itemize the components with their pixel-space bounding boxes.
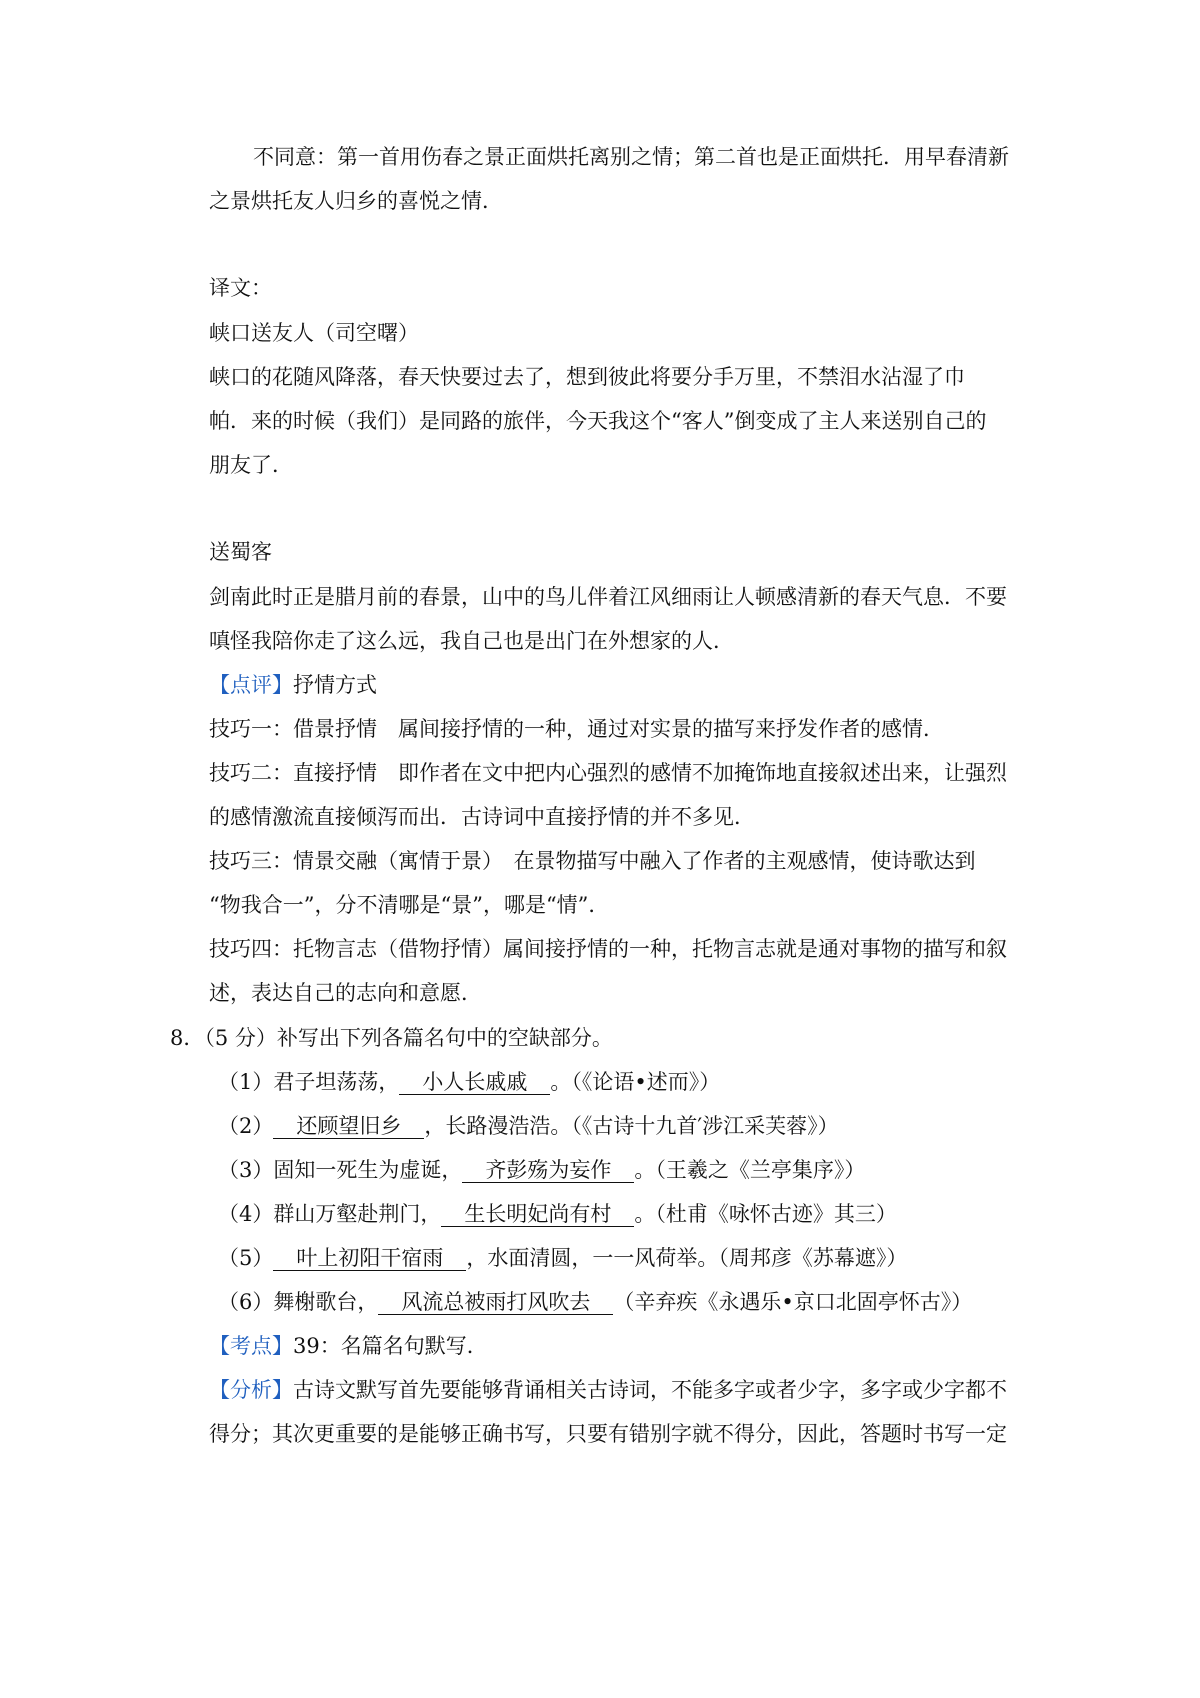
q8-item-5: [218, 1243, 907, 1273]
exam-point: [209, 1331, 488, 1361]
poem2-title: 送蜀客: [209, 540, 272, 564]
q8-item-3: [218, 1155, 865, 1185]
poem2-line-1: 剑南此时正是腊月前的春景，山中的鸟儿伴着江风细雨让人顿感清新的春天气息．不要: [209, 585, 1007, 609]
analysis-text-1: 古诗文默写首先要能够背诵相关古诗词，不能多字或者少字，多字或少字都不: [293, 1378, 1007, 1402]
q8-item-1-pre: （1）君子坦荡荡，: [218, 1070, 400, 1094]
exam-point-tag: 【考点】: [209, 1334, 293, 1358]
q8-item-2-post: ，长路漫浩浩。（《古诗十九首′涉江采芙蓉》）: [424, 1114, 839, 1138]
q8-item-2: [218, 1111, 839, 1141]
exam-point-text: 39：名篇名句默写．: [293, 1334, 488, 1358]
q8-item-4: [218, 1199, 897, 1229]
question-8-stem: 8．（5 分）补写出下列各篇名句中的空缺部分。: [170, 1026, 613, 1050]
q8-item-6: [218, 1287, 972, 1317]
q8-item-1-answer: 小人长戚戚: [401, 1070, 549, 1094]
poem2-line-2: 嗔怪我陪你走了这么远，我自己也是出门在外想家的人．: [209, 629, 734, 653]
q8-item-6-pre: （6）舞榭歌台，: [218, 1290, 379, 1314]
analysis-line-1: [209, 1375, 1007, 1405]
poem1-line-2: 帕．来的时候（我们）是同路的旅伴，今天我这个“客人”倒变成了主人来送别自己的: [209, 409, 987, 433]
q8-item-5-pre: （5）: [218, 1246, 274, 1270]
review-line-7: 述，表达自己的志向和意愿．: [209, 981, 482, 1005]
q8-item-5-post: ，水面清圆，一一风荷举。（周邦彦《苏幕遮》）: [466, 1246, 908, 1270]
poem1-line-1: 峡口的花随风降落，春天快要过去了，想到彼此将要分手万里，不禁泪水沾湿了巾: [209, 365, 965, 389]
review-line-1: 技巧一：借景抒情 属间接抒情的一种，通过对实景的描写来抒发作者的感情．: [209, 717, 944, 741]
opinion-line-2: 之景烘托友人归乡的喜悦之情．: [209, 189, 503, 213]
poem1-title: 峡口送友人（司空曙）: [209, 321, 419, 345]
q8-item-5-answer: 叶上初阳干宿雨: [275, 1246, 465, 1270]
review-line-2: 技巧二：直接抒情 即作者在文中把内心强烈的感情不加掩饰地直接叙述出来，让强烈: [209, 761, 1007, 785]
review-title: 抒情方式: [293, 673, 377, 697]
analysis-tag: 【分析】: [209, 1378, 293, 1402]
analysis-line-2: 得分；其次更重要的是能够正确书写，只要有错别字就不得分，因此，答题时书写一定: [209, 1422, 1007, 1446]
q8-item-6-post: （辛弃疾《永遇乐•京口北固亭怀古》）: [613, 1290, 973, 1314]
poem1-line-3: 朋友了．: [209, 453, 293, 477]
q8-item-2-pre: （2）: [218, 1114, 274, 1138]
review-line-5: “物我合一”，分不清哪是“景”，哪是“情”．: [209, 893, 610, 917]
q8-item-1: [218, 1067, 720, 1097]
q8-item-3-pre: （3）固知一死生为虚诞，: [218, 1158, 463, 1182]
q8-item-4-answer: 生长明妃尚有村: [443, 1202, 633, 1226]
q8-item-6-answer: 风流总被雨打风吹去: [380, 1290, 612, 1314]
q8-item-2-answer: 还顾望旧乡: [275, 1114, 423, 1138]
q8-item-3-answer: 齐彭殇为妄作: [464, 1158, 633, 1182]
q8-item-4-pre: （4）群山万壑赴荆门，: [218, 1202, 442, 1226]
review-heading: [209, 670, 377, 700]
review-line-6: 技巧四：托物言志（借物抒情）属间接抒情的一种，托物言志就是通对事物的描写和叙: [209, 937, 1007, 961]
review-line-3: 的感情激流直接倾泻而出．古诗词中直接抒情的并不多见．: [209, 805, 755, 829]
q8-item-1-post: 。（《论语•述而》）: [550, 1070, 721, 1094]
q8-item-3-post: 。（王羲之《兰亭集序》）: [634, 1158, 866, 1182]
review-tag: 【点评】: [209, 673, 293, 697]
translation-heading: 译文：: [209, 276, 272, 300]
review-line-4: 技巧三：情景交融（寓情于景） 在景物描写中融入了作者的主观感情，使诗歌达到: [209, 849, 976, 873]
q8-item-4-post: 。（杜甫《咏怀古迹》其三）: [634, 1202, 897, 1226]
opinion-line-1: 不同意：第一首用伤春之景正面烘托离别之情；第二首也是正面烘托．用早春清新: [253, 145, 1009, 169]
